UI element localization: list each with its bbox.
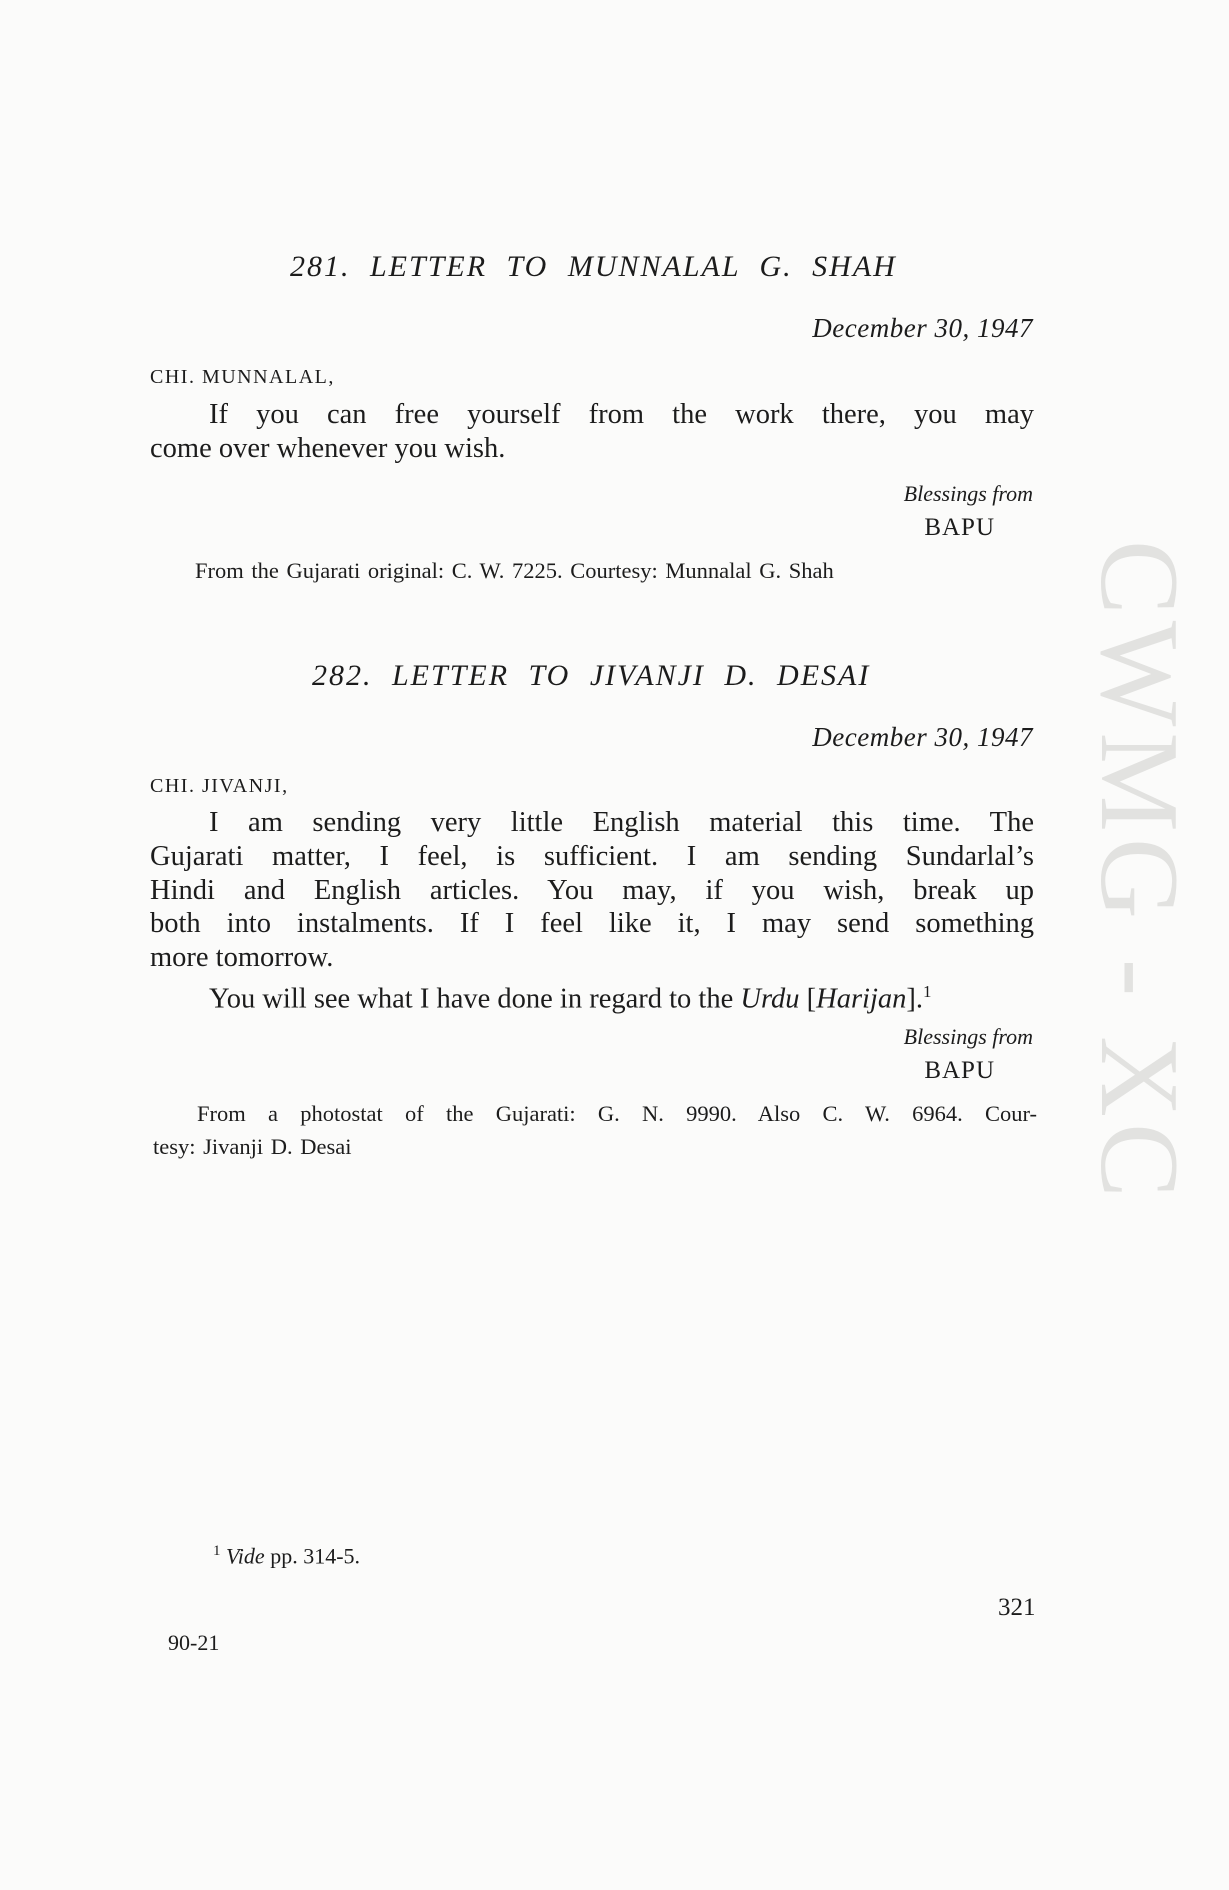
footnote-italic: Vide bbox=[226, 1543, 265, 1569]
page-number: 321 bbox=[998, 1594, 1036, 1621]
watermark-text: CWMG - XC bbox=[1077, 540, 1201, 1204]
letter-282-signature: BAPU bbox=[924, 1057, 995, 1084]
footnote-marker: 1 bbox=[213, 1543, 221, 1559]
letter-281-heading: 281. LETTER TO MUNNALAL G. SHAH bbox=[290, 250, 897, 283]
letter-281-signature: BAPU bbox=[924, 514, 995, 541]
letter-281-blessings: Blessings from bbox=[903, 481, 1033, 506]
letter-281-salutation: CHI. MUNNALAL, bbox=[150, 366, 335, 388]
letter-282-line: Gujarati matter, I feel, is sufficient. I am sending Sundarlal’s bbox=[150, 840, 1034, 872]
letter-281-body bbox=[150, 398, 1034, 466]
letter-282-heading: 282. LETTER TO JIVANJI D. DESAI bbox=[312, 659, 871, 692]
urdu-line-prefix: You will see what I have done in regard to the bbox=[209, 983, 741, 1015]
bracket-open: [ bbox=[799, 983, 817, 1015]
letter-281-line: come over whenever you wish. bbox=[150, 432, 506, 464]
letter-282-line: I am sending very little English material this time. The bbox=[209, 807, 1034, 838]
letter-282-blessings: Blessings from bbox=[903, 1024, 1033, 1049]
letter-281-line: If you can free yourself from the work there, you may bbox=[209, 399, 1034, 430]
footnote-text: pp. 314-5. bbox=[264, 1543, 361, 1569]
letter-282-date: December 30, 1947 bbox=[812, 722, 1033, 752]
footnote-reference: 1 bbox=[923, 981, 932, 1001]
watermark bbox=[1032, 540, 1201, 1360]
footnote bbox=[213, 1543, 360, 1569]
harijan-italic: Harijan bbox=[816, 983, 907, 1015]
urdu-italic: Urdu bbox=[740, 983, 800, 1015]
letter-282-line: Hindi and English articles. You may, if you wish, break up bbox=[150, 874, 1034, 906]
watermark-graphic bbox=[1032, 540, 1201, 1360]
letter-282-line: more tomorrow. bbox=[150, 942, 334, 974]
letter-282-body bbox=[150, 806, 1034, 1016]
bracket-close: ]. bbox=[906, 983, 923, 1015]
letter-282-line-urdu bbox=[150, 975, 1034, 1016]
signature-code: 90-21 bbox=[168, 1630, 220, 1655]
letter-281-source: From the Gujarati original: C. W. 7225. Courtesy: Munnalal G. Shah bbox=[195, 558, 834, 583]
letter-281-date: December 30, 1947 bbox=[812, 313, 1033, 343]
letter-282-line: both into instalments. If I feel like it, I may send something bbox=[150, 908, 1034, 940]
letter-282-source-line2: tesy: Jivanji D. Desai bbox=[153, 1134, 352, 1159]
letter-282-source-line1: From a photostat of the Gujarati: G. N. 9990. Also C. W. 6964. Cour- bbox=[197, 1101, 1037, 1126]
letter-282-salutation: CHI. JIVANJI, bbox=[150, 775, 289, 797]
